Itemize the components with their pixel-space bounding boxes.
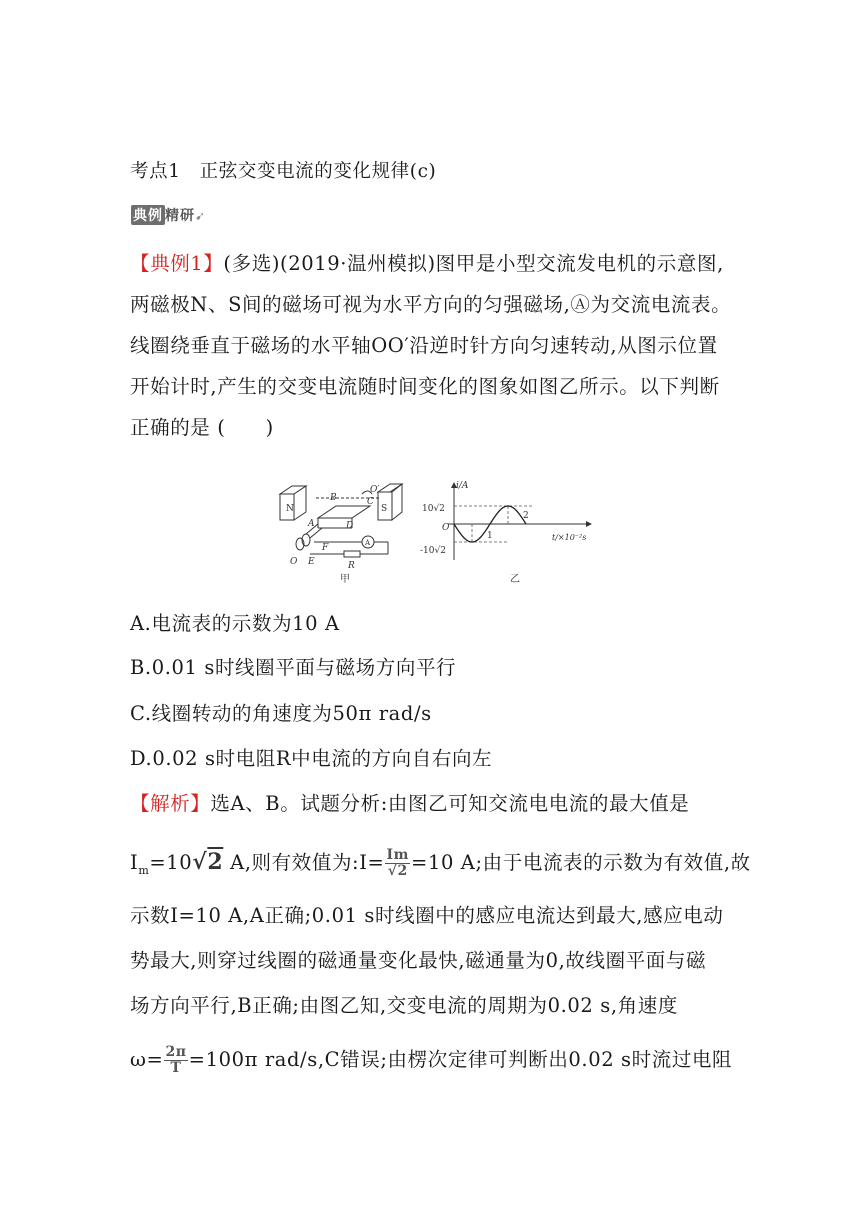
option-c: C.线圈转动的角速度为50π rad/s xyxy=(130,702,432,725)
label-s: S xyxy=(381,504,388,514)
magnet-n xyxy=(280,486,306,520)
sqrt-2: √2 xyxy=(192,849,224,875)
y-tick-min: -10√2 xyxy=(420,546,446,556)
caption-yi: 乙 xyxy=(510,574,520,585)
label-e: E xyxy=(308,557,315,567)
analysis-line-2 xyxy=(130,842,751,891)
x-tick-1: 1 xyxy=(487,531,493,541)
problem-tag: 【典例1】 xyxy=(130,252,224,275)
caption-jia: 甲 xyxy=(340,574,350,585)
analysis-line-2-end: =10 A;由于电流表的示数为有效值,故 xyxy=(411,851,751,874)
analysis-line-6 xyxy=(130,1040,732,1080)
option-d: D.0.02 s时电阻R中电流的方向自右向左 xyxy=(130,747,493,770)
problem-line-1-text: (多选)(2019·温州模拟)图甲是小型交流发电机的示意图, xyxy=(223,252,724,275)
badge-box-text: 典例 xyxy=(131,205,165,225)
option-b: B.0.01 s时线圈平面与磁场方向平行 xyxy=(130,656,457,679)
example-badge xyxy=(131,205,206,225)
problem-line-5: 正确的是 ( ) xyxy=(130,416,274,439)
problem-line-3: 线圈绕垂直于磁场的水平轴OO′沿逆时针方向匀速转动,从图示位置 xyxy=(130,334,718,357)
im-subscript: m xyxy=(138,863,150,877)
y-tick-max: 10√2 xyxy=(422,504,445,514)
effective-value-text: A,则有效值为:I= xyxy=(223,851,385,874)
current-time-graph xyxy=(418,478,598,588)
badge-arrow-icon: ➹ xyxy=(195,209,207,223)
problem-line-1 xyxy=(130,250,724,278)
generator-diagram xyxy=(270,478,420,588)
problem-line-2: 两磁极N、S间的磁场可视为水平方向的匀强磁场,Ⓐ为交流电流表。 xyxy=(130,293,732,316)
analysis-line-4: 势最大,则穿过线圈的磁通量变化最快,磁通量为0,故线圈平面与磁 xyxy=(130,949,707,972)
analysis-line-3: 示数I=10 A,A正确;0.01 s时线圈中的感应电流达到最大,感应电动 xyxy=(130,904,724,927)
label-f: F xyxy=(322,543,329,553)
analysis-line-6-end: =100π rad/s,C错误;由楞次定律可判断出0.02 s时流过电阻 xyxy=(188,1048,733,1071)
im-over-sqrt2-fraction: $\frac{Im}{√2}$ xyxy=(386,847,410,879)
label-c: C xyxy=(367,497,374,507)
label-a: A xyxy=(308,519,315,529)
label-o: O xyxy=(290,557,298,567)
x-axis-arrow-icon xyxy=(586,521,592,527)
analysis-line-5: 场方向平行,B正确;由图乙知,交变电流的周期为0.02 s,角速度 xyxy=(130,994,678,1017)
im-equals: =10 xyxy=(149,851,193,874)
im-symbol: I xyxy=(130,851,139,874)
label-o-prime: O′ xyxy=(370,485,380,495)
label-d: D xyxy=(346,521,354,531)
label-ammeter: A xyxy=(365,539,371,547)
label-b: B xyxy=(330,493,337,503)
analysis-line-1-text: 选A、B。试题分析:由图乙可知交流电电流的最大值是 xyxy=(210,792,690,815)
option-a: A.电流表的示数为10 A xyxy=(130,612,340,635)
badge-text: 精研 xyxy=(165,208,195,224)
x-axis-label: t/×10⁻²s xyxy=(552,533,587,542)
x-tick-2: 2 xyxy=(523,511,529,521)
topic-heading: 考点1 正弦交变电流的变化规律(c) xyxy=(130,161,437,182)
magnet-s xyxy=(378,484,402,520)
problem-line-4: 开始计时,产生的交变电流随时间变化的图象如图乙所示。以下判断 xyxy=(130,375,720,398)
two-pi-over-t-fraction: $\frac{2\pi}{T}$ xyxy=(165,1044,187,1076)
label-r: R xyxy=(348,561,355,571)
analysis-tag: 【解析】 xyxy=(130,792,211,815)
label-n: N xyxy=(286,504,294,514)
analysis-line-1 xyxy=(130,790,689,818)
origin-label: O xyxy=(442,523,450,533)
y-axis-label: i/A xyxy=(456,481,469,491)
omega-symbol: ω= xyxy=(130,1048,164,1071)
